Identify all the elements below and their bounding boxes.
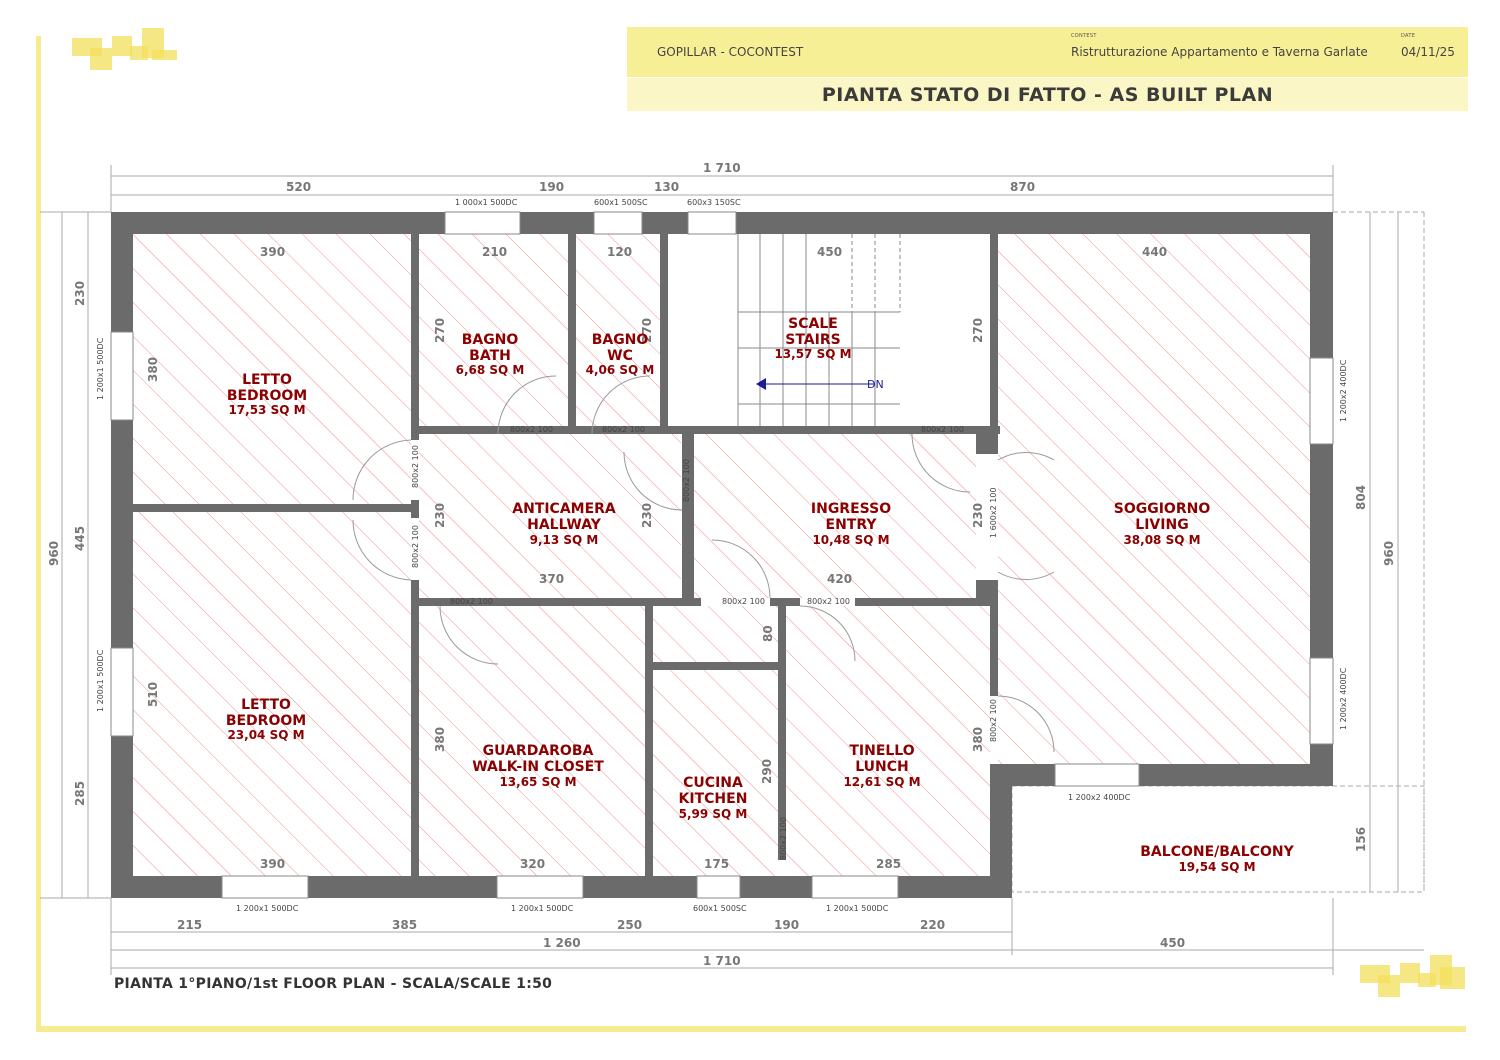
dimension-label: 420 xyxy=(827,572,853,586)
dimension-label: 800x2 100 xyxy=(807,597,850,606)
dimension-label: 175 xyxy=(704,857,730,871)
dimension-label: 800x2 100 xyxy=(450,597,493,606)
dimension-label: 440 xyxy=(1142,245,1168,259)
dimension-label: 1 000x1 500DC xyxy=(455,198,518,207)
contest-value: Ristrutturazione Appartamento e Taverna Garlate xyxy=(1071,45,1368,59)
room-kitchen xyxy=(679,775,748,821)
dim-left-2: 445 xyxy=(73,525,87,551)
dimension-label: 600x1 500SC xyxy=(594,198,648,207)
svg-text:SOGGIORNO: SOGGIORNO xyxy=(1113,501,1211,517)
dimension-label: 1 600x2 100 xyxy=(989,487,998,538)
dim-left-3: 285 xyxy=(73,780,87,806)
svg-text:BEDROOM: BEDROOM xyxy=(225,713,307,729)
svg-text:6,68 SQ M: 6,68 SQ M xyxy=(455,363,525,377)
dim-bottom-4: 190 xyxy=(774,918,800,932)
dim-top-1: 520 xyxy=(286,180,312,194)
dimension-label: 600x3 150SC xyxy=(687,198,741,207)
dimension-label: 450 xyxy=(817,245,843,259)
svg-text:TINELLO: TINELLO xyxy=(849,743,915,759)
svg-text:WALK-IN CLOSET: WALK-IN CLOSET xyxy=(472,759,604,775)
dimension-label: 1 200x2 400DC xyxy=(1339,359,1348,422)
dimension-label: 800x2 100 xyxy=(921,425,964,434)
dim-left-total: 960 xyxy=(47,540,61,566)
svg-text:BEDROOM: BEDROOM xyxy=(226,388,308,404)
dim-bottom-5: 220 xyxy=(920,918,946,932)
svg-text:10,48 SQ M: 10,48 SQ M xyxy=(812,533,890,547)
dim-bottom-2: 385 xyxy=(392,918,418,932)
dimension-label: 800x2 100 xyxy=(411,445,420,488)
svg-text:23,04 SQ M: 23,04 SQ M xyxy=(227,728,305,742)
dimension-label: 270 xyxy=(971,317,985,343)
dim-top-3: 130 xyxy=(654,180,680,194)
dimension-label: 800x2 100 xyxy=(602,425,645,434)
svg-text:LIVING: LIVING xyxy=(1135,517,1189,533)
dimension-label: 600x1 500SC xyxy=(693,904,747,913)
svg-text:BAGNO: BAGNO xyxy=(461,332,519,348)
dim-right-1: 804 xyxy=(1354,484,1368,510)
dimension-label: 80 xyxy=(761,625,775,642)
svg-text:SCALE: SCALE xyxy=(788,316,838,332)
svg-text:5,99 SQ M: 5,99 SQ M xyxy=(678,807,748,821)
svg-text:LUNCH: LUNCH xyxy=(855,759,909,775)
svg-text:12,61 SQ M: 12,61 SQ M xyxy=(843,775,921,789)
svg-text:ANTICAMERA: ANTICAMERA xyxy=(512,501,616,517)
dimension-label: 1 200x1 500DC xyxy=(511,904,574,913)
svg-text:13,65 SQ M: 13,65 SQ M xyxy=(499,775,577,789)
dim-bottom-sub-1: 1 260 xyxy=(543,936,581,950)
drawing-title: PIANTA STATO DI FATTO - AS BUILT PLAN xyxy=(821,84,1274,106)
svg-text:LETTO: LETTO xyxy=(241,697,291,713)
dimension-label: 510 xyxy=(146,681,160,707)
svg-text:ENTRY: ENTRY xyxy=(825,517,877,533)
svg-text:4,06 SQ M: 4,06 SQ M xyxy=(585,363,655,377)
svg-text:38,08 SQ M: 38,08 SQ M xyxy=(1123,533,1201,547)
svg-text:19,54 SQ M: 19,54 SQ M xyxy=(1178,860,1256,874)
dimension-label: 390 xyxy=(260,857,286,871)
dimension-label: 230 xyxy=(433,502,447,528)
dimension-label: 1 200x1 500DC xyxy=(96,337,105,400)
dimension-label: 800x2 100 xyxy=(989,699,998,742)
dimension-label: 230 xyxy=(640,502,654,528)
svg-text:9,13 SQ M: 9,13 SQ M xyxy=(529,533,599,547)
svg-text:LETTO: LETTO xyxy=(242,372,292,388)
plan-caption: PIANTA 1°PIANO/1st FLOOR PLAN - SCALA/SCALE 1:50 xyxy=(114,976,553,992)
svg-text:13,57 SQ M: 13,57 SQ M xyxy=(774,347,852,361)
dimension-label: 800x2 100 xyxy=(411,525,420,568)
dimension-label: 800x2 100 xyxy=(722,597,765,606)
dim-top-total: 1 710 xyxy=(703,161,741,175)
dimension-label: 1 200x1 500DC xyxy=(236,904,299,913)
dimension-label: 1 200x2 400DC xyxy=(1339,667,1348,730)
dim-left-1: 230 xyxy=(73,280,87,306)
dim-bottom-sub-2: 450 xyxy=(1160,936,1186,950)
svg-text:BALCONE/BALCONY: BALCONE/BALCONY xyxy=(1140,844,1294,860)
dimension-label: 800x2 100 xyxy=(682,459,691,502)
dim-bottom-total: 1 710 xyxy=(703,954,741,968)
dimension-label: 285 xyxy=(876,857,902,871)
dimension-label: 120 xyxy=(607,245,633,259)
date-value: 04/11/25 xyxy=(1401,45,1455,59)
svg-text:CUCINA: CUCINA xyxy=(683,775,743,791)
svg-text:BATH: BATH xyxy=(469,348,511,364)
room-stairs xyxy=(774,316,851,361)
company-name: GOPILLAR - COCONTEST xyxy=(657,45,804,59)
svg-text:WC: WC xyxy=(607,348,633,364)
dim-top-4: 870 xyxy=(1010,180,1036,194)
dimension-label: 270 xyxy=(640,317,654,343)
dim-right-total: 960 xyxy=(1382,540,1396,566)
contest-caption: CONTEST xyxy=(1071,33,1097,39)
svg-text:STAIRS: STAIRS xyxy=(785,332,841,348)
dimension-label: 380 xyxy=(146,356,160,382)
dimension-label: 1 200x2 400DC xyxy=(1068,793,1131,802)
dimension-label: 230 xyxy=(971,502,985,528)
dimension-label: 290 xyxy=(760,758,774,784)
dimension-label: 270 xyxy=(433,317,447,343)
svg-text:HALLWAY: HALLWAY xyxy=(527,517,601,533)
dimension-label: 800x2 100 xyxy=(779,817,788,860)
svg-text:BAGNO: BAGNO xyxy=(591,332,649,348)
dim-top-2: 190 xyxy=(539,180,565,194)
dimension-label: 380 xyxy=(971,726,985,752)
date-caption: DATE xyxy=(1401,33,1416,39)
stair-direction-label: DN xyxy=(867,378,884,391)
svg-text:17,53 SQ M: 17,53 SQ M xyxy=(228,403,306,417)
svg-text:KITCHEN: KITCHEN xyxy=(678,791,748,807)
dimension-label: 800x2 100 xyxy=(510,425,553,434)
svg-text:INGRESSO: INGRESSO xyxy=(810,501,892,517)
dimension-label: 1 200x1 500DC xyxy=(826,904,889,913)
dim-bottom-1: 215 xyxy=(177,918,203,932)
dimension-label: 380 xyxy=(433,726,447,752)
dimension-label: 210 xyxy=(482,245,508,259)
dimension-label: 370 xyxy=(539,572,565,586)
room-balcony xyxy=(1140,844,1294,874)
dimension-label: 1 200x1 500DC xyxy=(96,649,105,712)
dim-right-2: 156 xyxy=(1354,826,1368,852)
dimension-label: 390 xyxy=(260,245,286,259)
dim-bottom-3: 250 xyxy=(617,918,643,932)
svg-text:GUARDAROBA: GUARDAROBA xyxy=(482,743,594,759)
dimension-label: 320 xyxy=(520,857,546,871)
